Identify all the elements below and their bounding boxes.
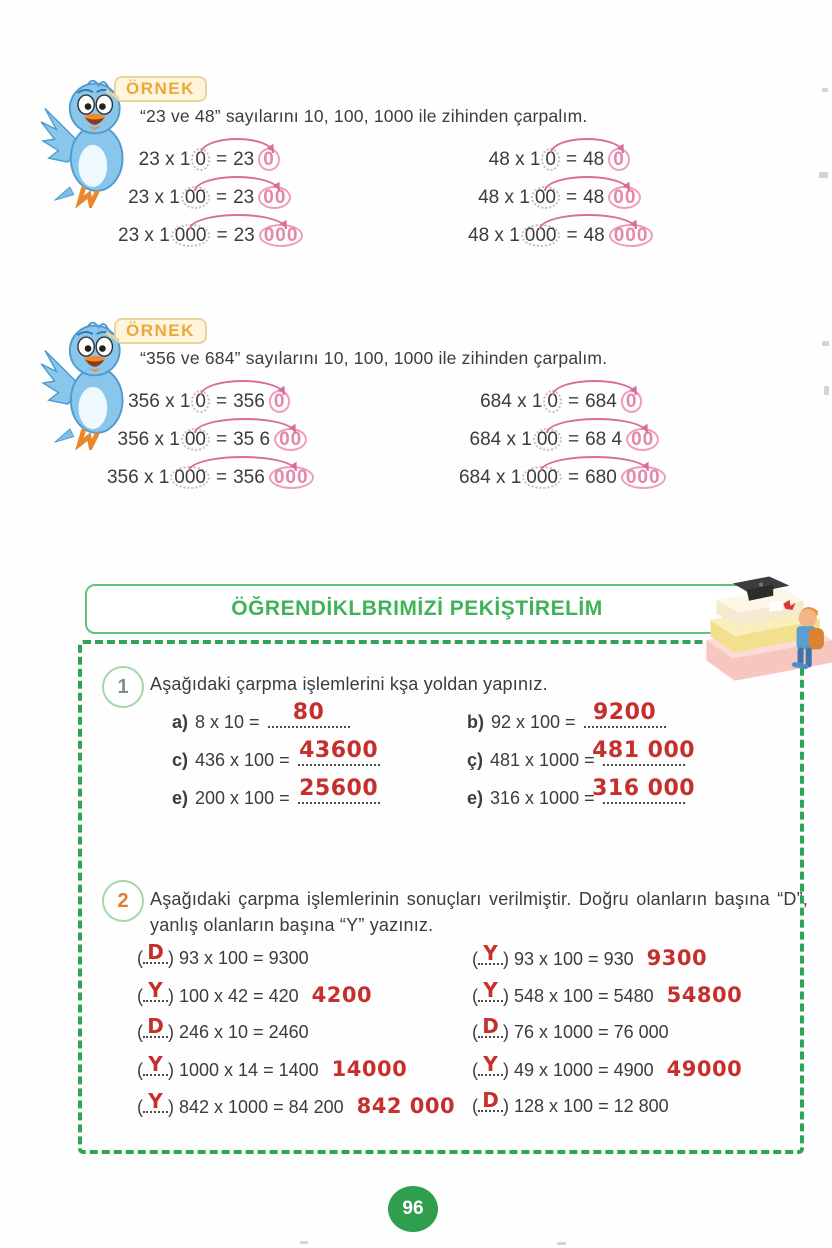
open-paren: ( xyxy=(472,1060,478,1080)
example-intro: “356 ve 684” sayılarını 10, 100, 1000 ile zihinden çarpalım. xyxy=(140,348,608,368)
handwritten-mark: Y xyxy=(483,1052,498,1076)
item-label: ç) xyxy=(467,750,484,770)
exercise1-item xyxy=(172,700,380,732)
equals-sign: = xyxy=(566,225,578,246)
books-graduation-decoration-icon xyxy=(676,543,832,693)
exercise1-instruction: Aşağıdaki çarpma işlemlerini kşa yoldan yapınız. xyxy=(150,674,548,694)
equals-sign: = xyxy=(568,467,580,488)
scan-artifact xyxy=(822,341,829,346)
handwritten-answer: 25600 xyxy=(299,776,379,801)
handwritten-mark: Y xyxy=(483,978,498,1002)
exercise2-item xyxy=(472,978,743,1009)
equation-row xyxy=(452,466,666,492)
scan-artifact xyxy=(824,386,829,395)
item-expression: 481 x 1000 = xyxy=(490,750,595,770)
section-title: ÖĞRENDİKLBRIMİZİ PEKİŞTİRELİM xyxy=(231,597,603,620)
close-paren: ) xyxy=(503,1096,509,1116)
equation-lhs: 356 x 1 00 xyxy=(100,428,210,451)
multiplier-zeros: 000 xyxy=(170,466,210,489)
item-label: c) xyxy=(172,750,189,770)
exercise1-item xyxy=(172,738,380,770)
equals-sign: = xyxy=(566,149,578,170)
equation-result: 48 xyxy=(583,187,605,208)
multiplier-zeros: 000 xyxy=(522,466,562,489)
equation-column-left xyxy=(118,148,303,262)
multiplier-zeros: 00 xyxy=(531,186,560,209)
handwritten-correction: 14000 xyxy=(331,1057,408,1081)
item-expression: 436 x 100 = xyxy=(195,750,290,770)
item-expression: 92 x 100 = xyxy=(491,712,576,732)
equation-lhs: 23 x 1 0 xyxy=(118,148,210,171)
equation-column-left xyxy=(100,390,314,504)
open-paren: ( xyxy=(472,1096,478,1116)
exercise1-item xyxy=(172,776,380,808)
equation-row xyxy=(100,428,314,454)
exercise2-item xyxy=(137,1014,455,1046)
multiplier-zeros: 000 xyxy=(171,224,211,247)
equals-sign: = xyxy=(566,187,578,208)
equation-lhs: 48 x 1 0 xyxy=(468,148,560,171)
equation-lhs: 356 x 1 0 xyxy=(100,390,210,413)
equation-lhs: 684 x 1 000 xyxy=(452,466,562,489)
handwritten-mark: D xyxy=(147,940,164,964)
page-number-badge: 96 xyxy=(388,1186,438,1232)
exercise2-item xyxy=(137,978,455,1009)
mark-blank xyxy=(478,1088,503,1112)
exercise1-column-right xyxy=(467,700,696,820)
equals-sign: = xyxy=(568,391,580,412)
equation-row xyxy=(118,148,303,174)
equation-row xyxy=(468,224,653,250)
item-equation: 93 x 100 = 930 xyxy=(514,949,634,969)
multiplier-zeros: 0 xyxy=(541,148,560,171)
item-equation: 100 x 42 = 420 xyxy=(179,986,299,1006)
example-block-2 xyxy=(0,312,832,542)
result-zeros: 000 xyxy=(269,466,314,489)
worksheet-box xyxy=(78,640,808,1154)
mark-blank xyxy=(143,940,168,964)
item-equation: 246 x 10 = 2460 xyxy=(179,1022,309,1042)
mark-blank xyxy=(478,1052,503,1076)
open-paren: ( xyxy=(137,1022,143,1042)
result-zeros: 000 xyxy=(259,224,304,247)
exercise2-item xyxy=(137,940,455,972)
equation-row xyxy=(118,186,303,212)
item-equation: 1000 x 14 = 1400 xyxy=(179,1060,319,1080)
equation-lhs: 48 x 1 000 xyxy=(468,224,560,247)
open-paren: ( xyxy=(472,1022,478,1042)
exercise1-column-left xyxy=(172,700,380,820)
exercise2-item xyxy=(472,1014,742,1046)
equation-lhs: 684 x 1 00 xyxy=(452,428,562,451)
item-equation: 93 x 100 = 9300 xyxy=(179,948,309,968)
result-zeros: 0 xyxy=(608,148,630,171)
equation-column-right xyxy=(468,148,653,262)
equation-lhs: 23 x 1 000 xyxy=(118,224,210,247)
equation-result: 356 xyxy=(233,391,265,412)
item-label: a) xyxy=(172,712,189,732)
item-equation: 76 x 1000 = 76 000 xyxy=(514,1022,669,1042)
close-paren: ) xyxy=(168,986,174,1006)
handwritten-correction: 54800 xyxy=(666,983,743,1007)
item-label: e) xyxy=(467,788,484,808)
answer-blank xyxy=(592,776,696,804)
equals-sign: = xyxy=(216,149,228,170)
multiplier-zeros: 0 xyxy=(191,148,210,171)
equation-result: 23 xyxy=(233,225,255,246)
handwritten-correction: 842 000 xyxy=(356,1094,456,1118)
item-label: b) xyxy=(467,712,484,732)
exercise2-item xyxy=(472,941,742,972)
result-zeros: 0 xyxy=(621,390,643,413)
exercise2-instruction: Aşağıdaki çarpma işlemlerinin sonuçları verilmiştir. Doğru olanların başına “D”, yanlış olanların başına “Y” yazınız. xyxy=(150,889,808,935)
close-paren: ) xyxy=(168,948,174,968)
equation-lhs: 684 x 1 0 xyxy=(452,390,562,413)
equation-result: 684 xyxy=(585,391,617,412)
exercise1-item xyxy=(467,738,696,770)
handwritten-mark: Y xyxy=(148,1089,163,1113)
result-zeros: 000 xyxy=(621,466,666,489)
equation-result: 680 xyxy=(585,467,617,488)
equation-row xyxy=(100,466,314,492)
equation-lhs: 356 x 1 000 xyxy=(100,466,210,489)
multiplier-zeros: 0 xyxy=(191,390,210,413)
equation-result: 68 4 xyxy=(585,429,623,450)
exercise2-item xyxy=(137,1089,456,1120)
item-label: e) xyxy=(172,788,189,808)
equation-lhs: 48 x 1 00 xyxy=(468,186,560,209)
mark-blank xyxy=(143,1052,168,1076)
item-equation: 128 x 100 = 12 800 xyxy=(514,1096,669,1116)
open-paren: ( xyxy=(472,986,478,1006)
ornek-tag: ÖRNEK xyxy=(114,76,207,102)
question-number-badge: 2 xyxy=(102,880,144,922)
equals-sign: = xyxy=(216,225,228,246)
equation-column-right xyxy=(452,390,666,504)
open-paren: ( xyxy=(137,986,143,1006)
multiplier-zeros: 00 xyxy=(533,428,562,451)
example-block-1 xyxy=(0,70,832,300)
result-zeros: 000 xyxy=(609,224,654,247)
equation-result: 48 xyxy=(583,225,605,246)
close-paren: ) xyxy=(503,1022,509,1042)
handwritten-mark: D xyxy=(482,1014,499,1038)
equation-row xyxy=(452,428,666,454)
equation-row xyxy=(452,390,666,416)
multiplier-zeros: 0 xyxy=(543,390,562,413)
mark-blank xyxy=(143,1014,168,1038)
answer-blank xyxy=(592,738,696,766)
exercise2-column-right xyxy=(472,941,743,1131)
equals-sign: = xyxy=(216,467,228,488)
handwritten-answer: 9200 xyxy=(592,700,657,725)
item-equation: 49 x 1000 = 4900 xyxy=(514,1060,654,1080)
mark-blank xyxy=(478,978,503,1002)
answer-blank xyxy=(584,700,666,728)
exercise2-item xyxy=(137,1052,455,1083)
mark-blank xyxy=(143,978,168,1002)
scan-artifact xyxy=(300,1241,308,1244)
handwritten-answer: 80 xyxy=(292,700,325,725)
equals-sign: = xyxy=(216,429,228,450)
answer-blank xyxy=(298,738,380,766)
result-zeros: 00 xyxy=(626,428,659,451)
equation-result: 48 xyxy=(583,149,605,170)
exercise2-column-left xyxy=(137,940,456,1131)
answer-blank xyxy=(298,776,380,804)
result-zeros: 00 xyxy=(258,186,291,209)
question-number-badge: 1 xyxy=(102,666,144,708)
reinforce-header xyxy=(85,584,749,634)
handwritten-correction: 9300 xyxy=(646,946,708,970)
item-equation: 842 x 1000 = 84 200 xyxy=(179,1097,344,1117)
result-zeros: 0 xyxy=(258,148,280,171)
multiplier-zeros: 00 xyxy=(181,428,210,451)
handwritten-answer: 481 000 xyxy=(592,738,696,763)
scan-artifact xyxy=(822,88,828,92)
handwritten-mark: D xyxy=(482,1088,499,1112)
equation-row xyxy=(100,390,314,416)
equation-row xyxy=(118,224,303,250)
equation-result: 23 xyxy=(233,149,255,170)
close-paren: ) xyxy=(503,1060,509,1080)
close-paren: ) xyxy=(168,1097,174,1117)
handwritten-correction: 4200 xyxy=(311,983,373,1007)
handwritten-mark: Y xyxy=(148,1052,163,1076)
mark-blank xyxy=(143,1089,168,1113)
open-paren: ( xyxy=(472,949,478,969)
close-paren: ) xyxy=(503,986,509,1006)
close-paren: ) xyxy=(503,949,509,969)
equation-result: 35 6 xyxy=(233,429,271,450)
exercise1-item xyxy=(467,776,696,808)
open-paren: ( xyxy=(137,948,143,968)
scan-artifact xyxy=(557,1242,566,1245)
handwritten-correction: 49000 xyxy=(666,1057,743,1081)
item-equation: 548 x 100 = 5480 xyxy=(514,986,654,1006)
open-paren: ( xyxy=(137,1060,143,1080)
multiplier-zeros: 00 xyxy=(181,186,210,209)
scan-artifact xyxy=(819,172,828,178)
handwritten-mark: Y xyxy=(483,941,498,965)
equation-result: 356 xyxy=(233,467,265,488)
multiplier-zeros: 000 xyxy=(521,224,561,247)
ornek-tag: ÖRNEK xyxy=(114,318,207,344)
handwritten-mark: Y xyxy=(148,978,163,1002)
equation-lhs: 23 x 1 00 xyxy=(118,186,210,209)
equation-row xyxy=(468,186,653,212)
item-expression: 8 x 10 = xyxy=(195,712,260,732)
handwritten-mark: D xyxy=(147,1014,164,1038)
result-zeros: 0 xyxy=(269,390,291,413)
handwritten-answer: 316 000 xyxy=(592,776,696,801)
item-expression: 200 x 100 = xyxy=(195,788,290,808)
answer-blank xyxy=(268,700,350,728)
open-paren: ( xyxy=(137,1097,143,1117)
example-intro: “23 ve 48” sayılarını 10, 100, 1000 ile zihinden çarpalım. xyxy=(140,106,588,126)
mark-blank xyxy=(478,1014,503,1038)
exercise2-item xyxy=(472,1088,742,1120)
equals-sign: = xyxy=(216,187,228,208)
handwritten-answer: 43600 xyxy=(299,738,379,763)
close-paren: ) xyxy=(168,1022,174,1042)
close-paren: ) xyxy=(168,1060,174,1080)
exercise2-item xyxy=(472,1052,743,1083)
equals-sign: = xyxy=(216,391,228,412)
exercise1-item xyxy=(467,700,685,732)
equals-sign: = xyxy=(568,429,580,450)
item-expression: 316 x 1000 = xyxy=(490,788,595,808)
mark-blank xyxy=(478,941,503,965)
result-zeros: 00 xyxy=(274,428,307,451)
result-zeros: 00 xyxy=(608,186,641,209)
equation-row xyxy=(468,148,653,174)
equation-result: 23 xyxy=(233,187,255,208)
